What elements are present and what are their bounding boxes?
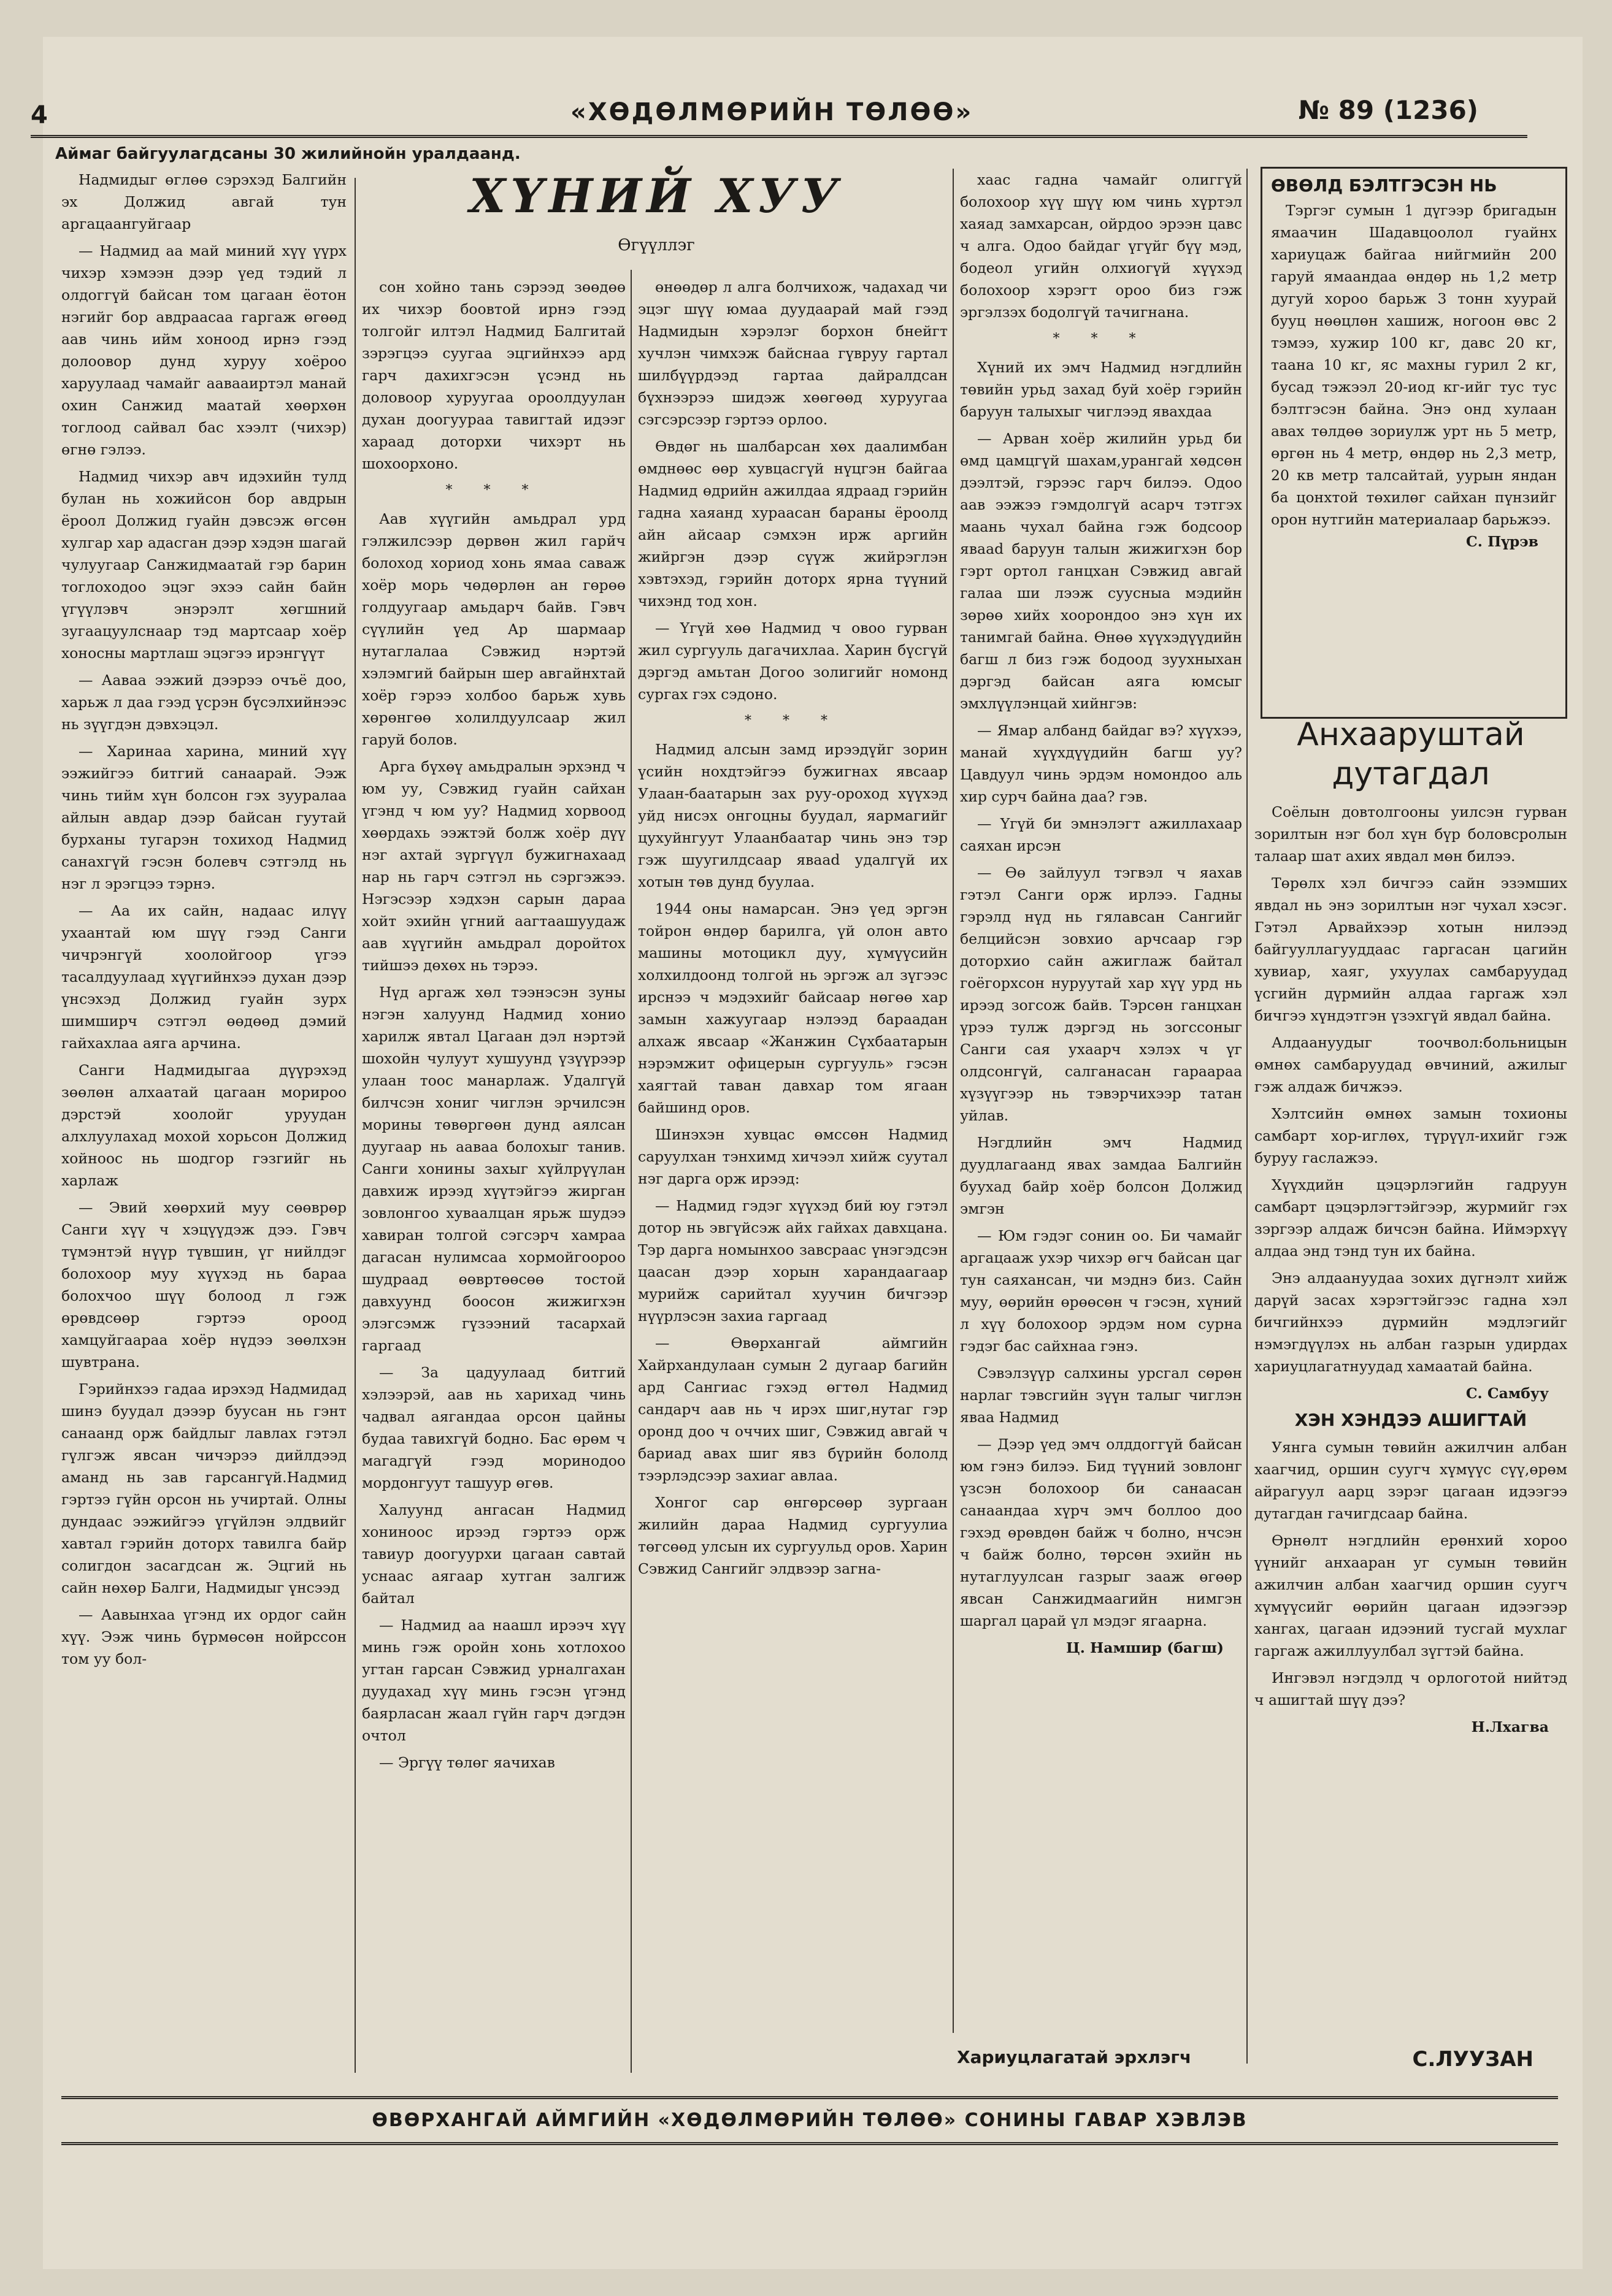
paragraph: 1944 оны намарсан. Энэ үед эргэн тойрон өндөр барилга, үй олон авто машины мотоцикл дуу, хүмүүсийн холхилдоонд толгой нь эргэж ал зүгээс ирснээ ч мэдэхийг байсаар нөгөө хар замын хажуугаар нэлээд бараадан алхаж явсаар «Жанжин Сүхбаатарын нэрэмжит офицерын сургууль» гэсэн хаягтай таван давхар том ягаан байшинд орoв. <box>638 900 948 1116</box>
paragraph: — Эвий хөөрхий муу сөөврөр Санги хүү ч хэцүүдэж дээ. Гэвч түмэнтэй нүүр түвшин, үг нийлдэг болохоор муу хүүхэд нь бараа болохчоо шүү болоод л гэж өрөвдсөөр гэртээ ороод хамцуйгаараа хоёр нүдээ зөөлхэн шувтрана. <box>61 1199 347 1371</box>
story-genre: Өгүүллэг <box>618 236 695 254</box>
article-signature: Н.Лхагва <box>1471 1718 1549 1735</box>
paragraph: — Өө зайлуул тэгвэл ч яахав гэтэл Санги орж ирлээ. Гадны гэрэлд нүд нь гялавсан Сангийг белцийсэн зовхио арчсаар гэр доторхио сайн ажиглаж байтал гоёгорхсон нуруутай хар хүү урд нь ирээд зогсож байв. Тэрсөн ганцхан үрээ тулж дэргэд нь зогссоныг Санги сая ухаарч хэлэх ч үг олдсонгүй, салганасан гараараа хүзүүгээр нь тэвэрчихээр татан уйлав. <box>960 864 1242 1124</box>
paragraph: Хэлтсийн өмнөх замын тохионы самбарт хор-иглөх, түрүүл-ихийг гэж буруу гаслажээ. <box>1254 1105 1567 1166</box>
paragraph: өнөөдөр л алга болчихож, чадахад чи эцэг шүү юмaa дуудаарай май гээд Надмидын хэрэлэг борхон бнейгт хучлэн чимхэж байснаа гүвруу гартал шилбүүрдээд гартаа дайралдсан бүхнээрээ шидэж хөөгөөд хуруугaa сэгсэрсээр гэртээ орлоо. <box>638 278 948 428</box>
article-title: Анхааруштай дутагдал <box>1297 716 1525 792</box>
paper-name: «ХӨДӨЛМӨРИЙН ТӨЛӨӨ» <box>570 98 973 126</box>
paragraph: Нүд аргаж хөл тээнэсэн зуны нэгэн халуунд Надмид хонио харилж явтал Цагаан дэл нэртэй шохойн чулуут хушуунд үзүүрээр улаан тоос манарлаж. Удалгүй билчсэн хониг чиглэн эрчилсэн морины төвөргөөн дунд аялсан дуугаар нь аавaa болохыг танив. Санги хонины захыг хүйлрүүлан давхиж ирээд хүүтэйгээ жирган зовлонгоо хуваалцан ярьж шудээ хавиран толгой сэгсэрч хамраа дагасан нулимсаа хормойгоороо шудраад өөвртөөсөө тостой давхуунд боосон жижигхэн элэгсэмж гүзээний тасархай гаргаад <box>362 984 626 1354</box>
paragraph: — Аавaa ээжий дээрээ очъё доо, харьж л даа гээд үсрэн бүсэлхийнээс нь зүүгдэн дэвхэцэл. <box>61 672 347 733</box>
paragraph: Алдаануудыг тоочвол:больницын өмнөх самбаруудад өвчиний, ажилыг гэж алдаж бичжээ. <box>1254 1034 1567 1095</box>
section-kicker: Аймаг байгуулагдсаны 30 жилийнойн уралдаанд. <box>55 145 521 163</box>
paragraph: Гэрийнхээ гадаа ирэхэд Надмидад шинэ буудал дэээр буусан нь гэнт санаанд орж байдлыг лавлах гэтэл гүлгэж явсан чичэрээ дийлдээд аманд нь зав гарсангүй.Надмид гэртээ гүйн орсон нь учиртай. Олны дундаас ээжийгээ үгүйлэн элдвийг хавтал гэрийн доторх тавилга байр солигдон засагдсан ж. Эцгий нь сайн нөхөр Балги, Надмидыг үнсээд <box>61 1380 347 1596</box>
paragraph: Надмид алсын замд ирээдүйг зорин үсийн нохдтэйгээ бужигнах явсаар Улаан-баатарын зах руу-ороход хүүхэд уйд нисэх онгоцны буудал, яармагийг цухуйнгуут Улаанбаатар чинь энэ тэр гэж шуугилдсаар явааd удалгүй их хотын төв дунд буулаа. <box>638 741 948 890</box>
paragraph: Аав хүүгийн амьдрал урд гэлжилсээр дөрвөн жил гарйч болоход хориод хонь ямаа саваж хоёр морь чөдөрлөн ан гөрөө голдуугаар амьдарч бaйв. Гэвч сүүлийн үед Ар шармаар нутаглалаа Сэвжид нэртэй хэлэмгий байрын шер авгайнхтай хоёр гэрээ холбоо барьж хувь хөрөнгөө холилдуулсаар жил гарyй болов. <box>362 510 626 748</box>
paragraph: сон хойно тань сэрээд зөөдөө их чихэр боовтой ирнэ гээд толгойг илтэл Надмид Балгитай зэрэгцээ суугаа эцгийнхээ ард гарч дахихгэсэн үсэнд нь доловоор хуруугаа ороолдуулан духан доогуураа тавигтай идээг хараад доторхи чихэрт нь шохоорхоно. <box>362 278 626 472</box>
story-column-2 <box>362 276 626 1778</box>
paragraph: — Арван хоёр жилийн урьд би өмд цамцгүй шахам,урангай хөдсөн дээлтэй, гэрээс гарч билээ. Одоо аав ээжээ гэмдолгүй асарч тэтгэх маань чухал байна гэж бодсоор явaad баруун талын жижигхэн бор гэрт ортол ганцхан Сэвжид авгай галаа ши лээж суусныа мэдийн зөрөө хийх хоорондоо энэ хүн их танимгай байна. Өнөө хүүхэдүүдийн багш л биз гэж бодоод зуухныхан дэргэд байсан аяга юмсыг эмхлүүлэнцай хийнгэв: <box>960 430 1242 712</box>
paragraph: Ингэвэл нэгдэлд ч орлоготой нийтэд ч ашигтай шүү дээ? <box>1254 1669 1567 1709</box>
paragraph: — Эргүү төлөг яачихав <box>379 1754 555 1771</box>
paragraph: — Надмид аа наашл ирээч хүү минь гэж оройн хонь хотлохоо угтан гарсан Сэвжид урналгахан дуудахад хүү минь гэсэн үгэнд баярласан жаал гүйн гарч дэгдэн очтол <box>362 1617 626 1744</box>
paragraph: — Өвөрхангай аймгийн Хайрхандулаан сумын 2 дугаар багийн ард Сангиас гэхэд өгтөл Надмид сандарч аав нь ч ирэх шиг,нутаг гэр оронд доо ч оччих шиг, Сэвжид авгай ч бариад авах шиг явз бүрийн бололд тээрлэдсээр захиаг авлаа. <box>638 1334 948 1484</box>
column-rule <box>953 169 954 2033</box>
editor-role: Хариуцлагатай эрхлэгч <box>957 2047 1192 2067</box>
paragraph: — Аа их сайн, надаас илүү ухаантай юм шүү гээд Санги чичрэнгүй хоолойгоор үгээ тасалдуулаад хүүгийнхээ духан дээр үнсэхэд Должид гуайн зурх шимширч сэтгэл өөдөөд дэмий гайхахлаа аяга аpчина. <box>61 902 347 1052</box>
paragraph: Надмид чихэр авч идэхийн тулд булан нь хожийсон бор авдрын ёроол Должид гуайн дэвсэж өгсөн хулгар хар адасган дээр хэдэн шагай чулуугаар Санжидмаатай гэр барин тоглоходоо эцэг эхээ сайн байн үгүүлэвч энэрэлт хөгшний зугаацуулснаар тэд мартсаар хоёр хоносны мартлаш эцэгээ ирэнгүүт <box>61 468 347 662</box>
paragraph: Хүүхдийн цэцэрлэгийн гадруун самбарт цэцэрлэгтэйгээр, журмийг гэх зэргээр алдаж бичсэн байна. Иймэрхүү алдаа энд тэнд тун их байна. <box>1254 1176 1567 1260</box>
paragraph: — Харинаа харина, миний хүү ээжийгээ битгий санаарай. Ээж чинь тийм хүн болсон гэх зууралаа айлын авдар дээр байсан гуутай бурханы тугарэн тохиход Надмид санахгүй гэсэн болевч сэтгэлд нь нэг л эрэгцээ тэрнэ. <box>61 743 347 892</box>
paragraph: Энэ алдаануудаа зохих дүгнэлт хийж дарүй засах хэрэгтэйгээс гадна хэл бичгийнхээ дүрмийн мэдлэгийг нэмэгдүүлэх нь албан газрын удирдах хариуцлагатнуудад хамаатай байна. <box>1254 1269 1567 1375</box>
paragraph: — Ямар албанд байдаг вэ? хүүхээ, манай хүүхдүүдийн багш уу? Цавдуул чинь эрдэм номондоо аль хир сурч байна даа? гэв. <box>960 722 1242 805</box>
paragraph: Нэгдлийн эмч Надмид дуудлагаанд явах замдаа Балгийн буухад байр хоёр болсон Должид эмгэн <box>960 1134 1242 1217</box>
paragraph: — Аавынхаа үгэнд их ордог сайн хүү. Ээж чинь бүрмөсөн нойрссон том уу бол- <box>61 1606 347 1667</box>
paragraph: — Үгүй хөө Надмид ч овоо гурван жил сургууль дагачихлаа. Харин бүсгүй дэргэд амьтан Догоо золигийг номонд сургах гэх сэдоно. <box>638 619 948 703</box>
paragraph: Тэргэг сумын 1 дүгээр бригадын ямаачин Шадавцоолол гуайнх хариуцаж байгаа нийгмийн 200 гаруй ямаандаа өндөр нь 1,2 метр дугуй хороо барьж 3 тонн хуурай бууц нөөцлөн хашиж, ногоон өвс 2 тэмээ, хужир 100 кг, давс 20 кг, таана 10 кг, яс махны гурил 2 кг, бусад тэжээл 20-иод кг-ийг тус тус бэлтгэсэн байна. Энэ онд хулаан авах төлдөө зориулж урт нь 5 метр, өргөн нь 4 метр, өндөр нь 2,3 метр, 20 кв метр талсайтай, уурын яндан ба цонхтой төхилөг сайхан пүнзийг орон нутгийн материалаар барьжээ. <box>1271 202 1557 528</box>
paragraph: — За цадуулаад битгий хэлээрэй, аав нь харихад чинь чадвал аягандаа орсон цайны будаа тавихгүй бодно. Бас өрөм ч магадгүй гээд моринодоо мордонгуут ташуур өгөв. <box>362 1364 626 1491</box>
imprint-footer: ӨВӨРХАНГАЙ АЙМГИЙН «ХӨДӨЛМӨРИЙН ТӨЛӨӨ» СОНИНЫ ГАВАР ХЭВЛЭВ <box>61 2096 1558 2145</box>
paragraph: — Надмид гэдэг хүүхэд бий юу гэтэл дотор нь эвгүйсэж айх гайхах давхцана. Тэр дарга номынхоо завсраас үнэгэдсэн цаасан дээр хорын харандаагаар мурийж сарийтал хуучин бичгээр нүүрлэсэн захиа гаргаад <box>638 1197 948 1325</box>
issue-number: № 89 (1236) <box>1298 95 1478 125</box>
paragraph: — Үгүй би эмнэлэгт ажиллахаар саяхан ирсэн <box>960 815 1242 854</box>
section-break: * * * <box>1053 331 1150 346</box>
paragraph: — Надмид аа май миний хүү үүрх чихэр хэмээн дээр үед тэдий л олдоггүй байсан том цагаан ёотон нэгийг бор авдраасаа гаргаж өгөөд аав чинь ийм хоноод ирнэ гээд долоовор дунд хуруу хоёроо харуулаад чамайг аавааиртэл манай охин Санжид маатай хөөрхөн тоглоод сайвал бас хээлт (чихэр) өгнө гэлээ. <box>61 242 347 458</box>
paragraph: Хонгог сар өнгөрсөөр зургаан жилийн дараа Надмид сургуулиа төгсөөд улсын их сургуульд орoв. Харин Сэвжид Сангийг элдвээр загна- <box>638 1494 948 1577</box>
story-column-4 <box>960 169 1242 1659</box>
article-title: ХЭН ХЭНДЭЭ АШИГТАЙ <box>1294 1410 1527 1430</box>
column-rule <box>1246 169 1248 2064</box>
article-signature: С. Самбуу <box>1465 1385 1549 1402</box>
masthead <box>31 67 1527 138</box>
paragraph: Соёлын довтолгооны уилсэн гурван зорилтын нэг бол хүн бүр боловсролын талаар шат ахих явдал мөн билээ. <box>1254 803 1567 865</box>
paragraph: Өвдөг нь шалбарсан хөх даалимбан өмднөөс өөр хувцасгүй нүцгэн байгаа Надмид өдрийн ажилдаа ядраад гэрийн гадна хаяанд хурaaсан бараны ёроолд айн айсаар сэмхэн ирж аргийн жийргэн дээр сүүж жийрэглэн хэвтэхэд, гэрийн доторх ярна түүний чихэнд тод хон. <box>638 438 948 610</box>
paragraph: Төрөлх хэл бичгээ сайн эзэмших явдал нь энэ зорилтын нэг чухал хэсэг. Гэтэл Арвайхээр хотын нилээд байгууллагууддаас гаргасан цагийн хувиар, хаяг, ухуулах самбаруудад үсгийн дүрмийн алдаа гаргаж хэл бичгээ хүндэтгэн үзэхгүй явдал байна. <box>1254 874 1567 1024</box>
paragraph: Арга бүхөү амьдралын эрхэнд ч юм уу, Сэвжид гуайн сайхан үгэнд ч юм уу? Надмид хорвоод хөөрдахь ээжтэй болж хоёр дүү нэг ахтай зүргүүл бужигнахаад нар нь гарч сэтгэл нь сэргэжээ. Нэгэсээр хэдхэн сарын дараа хойт эхийн үгний аагтаашуудаж аав хүүгийн амьдрал доройтох тийшээ дөхөх нь тэрээ. <box>362 758 626 974</box>
section-break: * * * <box>745 713 841 729</box>
paragraph: — Юм гэдэг сонин оо. Би чамайг аргацааж ухэр чихэр өгч байсан цаг тун саяханcан, чи мэднэ биз. Сайн муу, өөрийн өрөөсөн ч гэсэн, хүний л хүү болохоор эрдэм ном сурна гэдэг бас сайхнаа гэнэ. <box>960 1227 1242 1355</box>
paragraph: Сэвэлзүүр салхины урсгал сөрөн нарлаг тэвсгийн зүүн талыг чиглэн явaa Надмид <box>960 1364 1242 1426</box>
paragraph: Надмидыг өглөө сэрэхэд Балгийн эх Должид авгай тун аргацаангуйгаар <box>61 171 347 232</box>
story-signature: Ц. Намшир (багш) <box>1065 1639 1224 1656</box>
article-title: ӨВӨЛД БЭЛТГЭСЭН НЬ <box>1271 175 1497 196</box>
paragraph: — Дээр үед эмч олддоггүй байсан юм гэнэ билээ. Бид түүний зовлонг үзсэн болохоор би санаасан санаандаа хүрч эмч боллоо доо гэхэд өрөвдөн байж ч болно, нчсэн ч байж болно, төрсөн эхийн нь нутаглуулсан газрыг зааж өгөөр явсан Санжидмаагийн нимгэн шаргал царай үл мэдэг ягаарна. <box>960 1436 1242 1629</box>
paragraph: хаас гадна чамайг олиггүй болохоор хүү шүү юм чинь хүртэл хаяад замхарсан, ойрдоо эрээн цавс ч алга. Одоо байдаг үгүйг бүү мэд, бодеол угийн олхиогүй хүүхэд болохоор хэрэгт ороо биз гэж эргэлзэх бодолгүй тачигнана. <box>960 171 1242 321</box>
editor-name: С.ЛУУЗАН <box>1412 2047 1533 2072</box>
story-column-3 <box>638 276 948 1585</box>
story-title: ХҮНИЙ ХУУ <box>469 169 843 223</box>
boxed-article <box>1261 167 1567 719</box>
paragraph: Хүний их эмч Надмид нэгдлийн төвийн урьд захад буй хоёр гэрийн баруун талыхыг чиглээд явахдаа <box>960 359 1242 420</box>
paragraph: Шинэхэн хувцас өмссөн Надмид саруулхан тэнхимд хичээл хийж суутал нэг дарга орж ирээд: <box>638 1126 948 1187</box>
story-column-1 <box>61 169 347 1675</box>
paragraph: Уянга сумын төвийн ажилчин албан хаагчид, оршин суугч хүмүүс сүү,өрөм айрагуул аарц зэрэг цагаан идээгээ дутагдан гачигдсаар байна. <box>1254 1439 1567 1522</box>
notice-article <box>1254 711 1567 1738</box>
column-rule <box>631 270 632 2073</box>
article-signature: С. Пүрэв <box>1466 533 1538 550</box>
column-rule <box>355 178 356 2073</box>
page-number: 4 <box>31 101 48 129</box>
paragraph: Санги Надмидыгаа дүүрэхэд зөөлөн алхаатай цагаан морироо дэрстэй хоолойг уруудан алхлуулахад мохой хорьсон Должид хойноос нь шодгор гэзгийг нь харлаж <box>61 1062 347 1189</box>
paragraph: Халуунд ангасан Надмид хониноос ирээд гэртээ орж тавиур доогуурхи цагаан савтай уснаас аягаар хутган залгиж байтал <box>362 1501 626 1607</box>
section-break: * * * <box>445 483 542 498</box>
paragraph: Өрнөлт нэгдлийн ерөнхий хороо үүнийг анхааран уг сумын төвийн ажилчин албан хаагчид оршин суугч хүмүүсийг өөрийн цагаан идээгээр хангах, цагаан идээний тусгай мухлаг гаргаж ажиллуулбал зүгтэй байна. <box>1254 1532 1567 1659</box>
